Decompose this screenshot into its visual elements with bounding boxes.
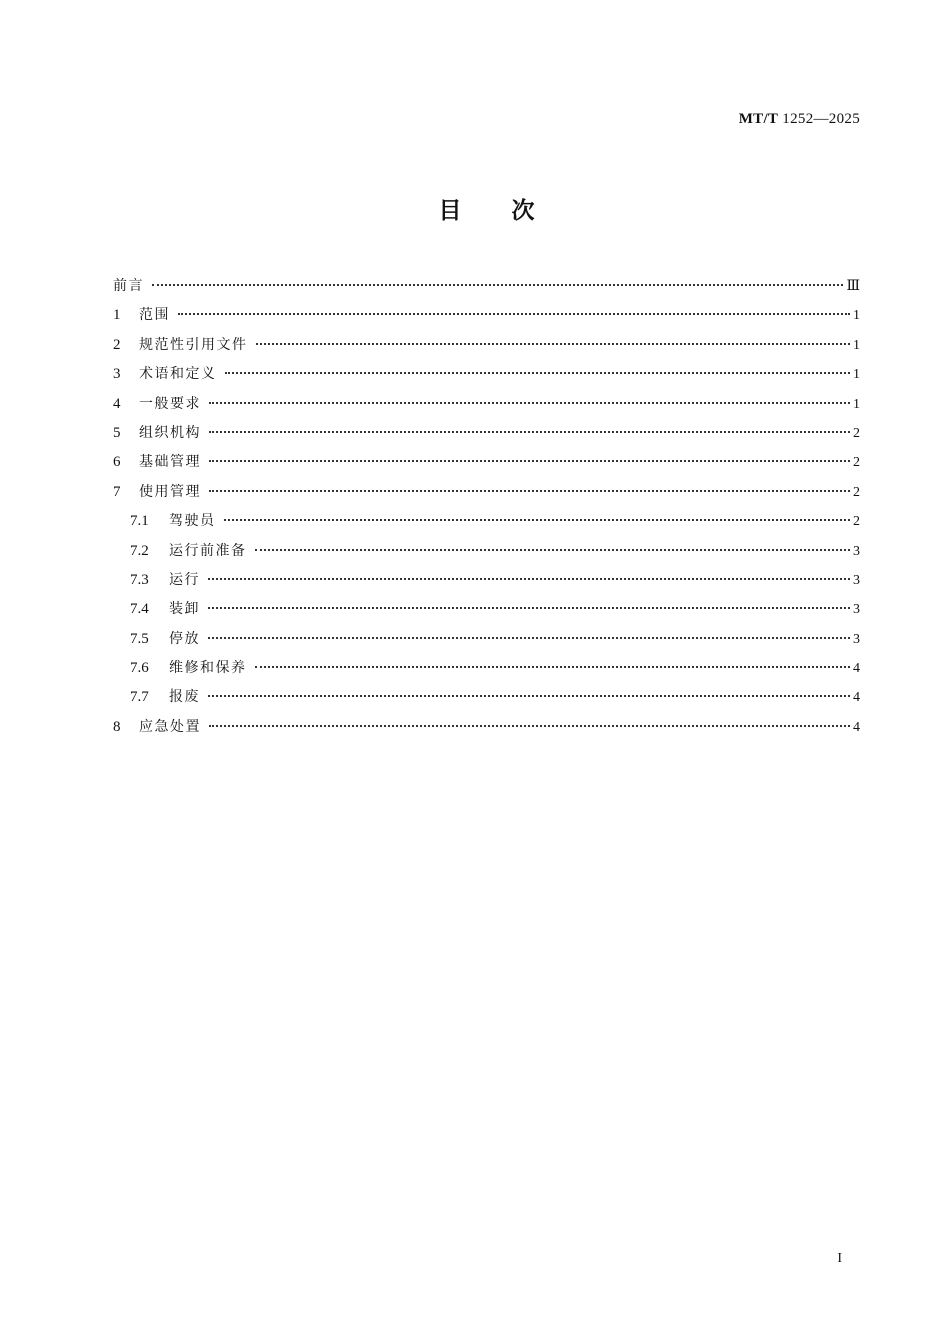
toc-entry-7-2[interactable] [113, 537, 860, 566]
toc-leader-dots [255, 666, 851, 668]
toc-entry-number: 7.3 [130, 571, 149, 588]
toc-leader-dots [209, 402, 850, 404]
toc-leader-dots [152, 284, 843, 286]
toc-entry-number: 7.2 [130, 542, 149, 559]
toc-entry-7[interactable] [113, 478, 860, 507]
toc-entry-number: 1 [113, 307, 121, 324]
toc-entry-page: 1 [853, 396, 860, 412]
toc-entry-number: 7.4 [130, 601, 149, 618]
toc-entry-foreword[interactable] [113, 272, 860, 301]
toc-entry-page: 2 [853, 484, 860, 500]
toc-entry-text: 停放 [169, 630, 200, 647]
toc-entry-number: 7 [113, 483, 121, 500]
toc-leader-dots [209, 490, 850, 492]
toc-entry-text: 组织机构 [139, 424, 201, 441]
standard-number: 1252—2025 [782, 111, 860, 127]
page-number: I [837, 1251, 842, 1266]
toc-entry-number: 7.7 [130, 689, 149, 706]
toc-entry-number: 5 [113, 424, 121, 441]
toc-entry-text: 维修和保养 [169, 660, 247, 677]
toc-entry-number: 7.6 [130, 660, 149, 677]
toc-entry-page: Ⅲ [846, 279, 860, 294]
toc-leader-dots [208, 578, 850, 580]
toc-entry-text: 应急处置 [139, 718, 201, 735]
toc-entry-page: 2 [853, 425, 860, 441]
toc-entry-number: 8 [113, 718, 121, 735]
toc-entry-1[interactable] [113, 301, 860, 330]
toc-entry-6[interactable] [113, 448, 860, 477]
title-char-2: 次 [511, 198, 537, 224]
toc-entry-page: 4 [853, 690, 860, 706]
toc-entry-text: 报废 [169, 689, 200, 706]
toc-entry-number: 7.5 [130, 630, 149, 647]
toc-entry-page: 3 [853, 602, 860, 618]
toc-entry-number: 3 [113, 366, 121, 383]
toc-entry-page: 1 [853, 308, 860, 324]
toc-entry-text: 基础管理 [139, 454, 201, 471]
toc-leader-dots [208, 695, 850, 697]
toc-entry-page: 4 [853, 719, 860, 735]
toc-entry-text: 规范性引用文件 [139, 336, 248, 353]
toc-entry-page: 2 [853, 514, 860, 530]
toc-leader-dots [208, 637, 850, 639]
toc-entry-text: 范围 [139, 307, 170, 324]
toc-leader-dots [209, 460, 850, 462]
toc-entry-page: 3 [853, 543, 860, 559]
toc-entry-text: 使用管理 [139, 483, 201, 500]
toc-entry-text: 一般要求 [139, 395, 201, 412]
toc-entry-7-3[interactable] [113, 566, 860, 595]
toc-entry-number: 4 [113, 395, 121, 412]
toc-entry-number: 6 [113, 454, 121, 471]
toc-leader-dots [178, 313, 850, 315]
toc-entry-page: 1 [853, 367, 860, 383]
toc-entry-2[interactable] [113, 331, 860, 360]
toc-leader-dots [208, 607, 850, 609]
toc-entry-page: 4 [853, 661, 860, 677]
toc-leader-dots [255, 549, 851, 551]
toc-entry-8[interactable] [113, 713, 860, 742]
toc-entry-text: 术语和定义 [139, 366, 217, 383]
toc-entry-7-1[interactable] [113, 507, 860, 536]
table-of-contents [113, 272, 860, 742]
toc-entry-text: 前言 [113, 278, 144, 294]
toc-entry-page: 2 [853, 455, 860, 471]
toc-entry-text: 驾驶员 [169, 513, 216, 530]
toc-entry-page: 3 [853, 572, 860, 588]
toc-entry-page: 3 [853, 631, 860, 647]
toc-entry-5[interactable] [113, 419, 860, 448]
standard-prefix: MT/T [738, 111, 779, 127]
toc-entry-number: 2 [113, 336, 121, 353]
toc-entry-page: 1 [853, 337, 860, 353]
toc-leader-dots [209, 431, 850, 433]
toc-entry-number: 7.1 [130, 513, 149, 530]
toc-entry-7-6[interactable] [113, 654, 860, 683]
toc-leader-dots [224, 519, 851, 521]
toc-leader-dots [256, 343, 851, 345]
toc-entry-7-7[interactable] [113, 683, 860, 712]
toc-entry-7-4[interactable] [113, 595, 860, 624]
page-title [0, 192, 950, 225]
title-char-1: 目 [438, 198, 464, 224]
toc-leader-dots [225, 372, 851, 374]
toc-leader-dots [209, 725, 850, 727]
toc-entry-4[interactable] [113, 390, 860, 419]
toc-entry-text: 装卸 [169, 601, 200, 618]
toc-entry-3[interactable] [113, 360, 860, 389]
toc-entry-7-5[interactable] [113, 625, 860, 654]
toc-entry-text: 运行 [169, 571, 200, 588]
standard-code [739, 111, 860, 128]
toc-entry-text: 运行前准备 [169, 542, 247, 559]
